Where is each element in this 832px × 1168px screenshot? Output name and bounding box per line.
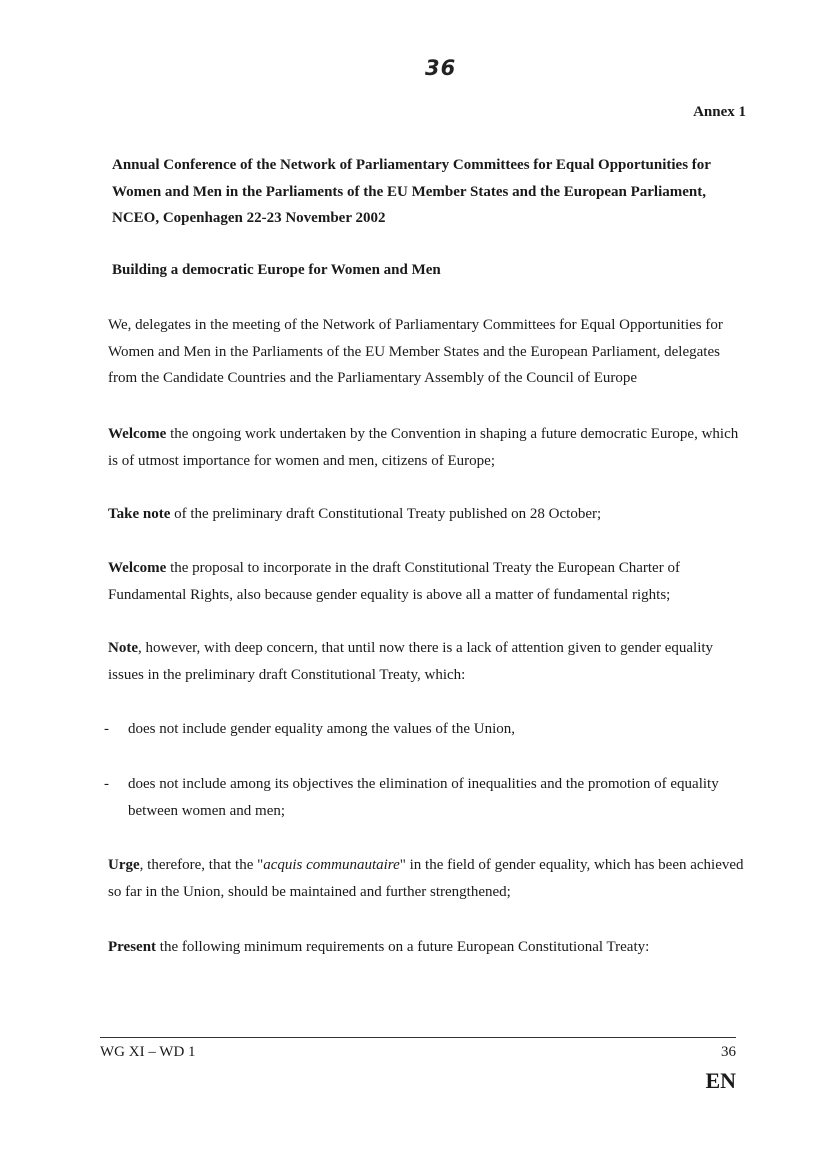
paragraph-note-concern bbox=[108, 635, 748, 688]
paragraph-text: the ongoing work undertaken by the Convention in shaping a future democratic Europe, which is of utmost importance for women and men, citizens of Europe; bbox=[108, 426, 739, 469]
footer-doc-reference: WG XI – WD 1 bbox=[100, 1044, 196, 1060]
footer-divider bbox=[100, 1037, 736, 1038]
bullet-item bbox=[104, 716, 744, 743]
bullet-text: does not include gender equality among the values of the Union, bbox=[128, 721, 515, 737]
bullet-item bbox=[104, 771, 744, 824]
paragraph-take-note bbox=[108, 501, 748, 528]
paragraph-lead: Welcome bbox=[108, 426, 167, 442]
footer-page-number: 36 bbox=[721, 1044, 736, 1060]
paragraph-text: , therefore, that the " bbox=[139, 857, 264, 873]
bullet-dash: - bbox=[104, 721, 109, 737]
paragraph-lead: Take note bbox=[108, 506, 171, 522]
paragraph-text: the following minimum requirements on a future European Constitutional Treaty: bbox=[156, 939, 650, 955]
conference-title: Annual Conference of the Network of Parliamentary Committees for Equal Opportunities for Women and Men in the Parliaments of the EU Member States and the European Parliament, NCEO, Copenhagen 22-23 November 2002 bbox=[112, 157, 711, 226]
paragraph-urge bbox=[108, 852, 748, 905]
paragraph-lead: Welcome bbox=[108, 560, 167, 576]
document-subtitle: Building a democratic Europe for Women and Men bbox=[112, 262, 441, 278]
handwritten-page-number: 36 bbox=[425, 56, 457, 80]
paragraph-lead: Note bbox=[108, 640, 138, 656]
paragraph-lead: Present bbox=[108, 939, 157, 955]
bullet-dash: - bbox=[104, 776, 109, 792]
paragraph-welcome-convention bbox=[108, 421, 748, 474]
annex-label: Annex 1 bbox=[693, 104, 746, 120]
paragraph-text: " in the field of gender equality, which has been achieved so far in the Union, should be maintained and further strengthened; bbox=[108, 857, 744, 900]
language-code: EN bbox=[705, 1068, 736, 1093]
paragraph-text: of the preliminary draft Constitutional Treaty published on 28 October; bbox=[170, 506, 602, 522]
paragraph-text: the proposal to incorporate in the draft Constitutional Treaty the European Charter of Fundamental Rights, also because gender equality is above all a matter of fundamental rights; bbox=[108, 560, 680, 603]
intro-paragraph: We, delegates in the meeting of the Network of Parliamentary Committees for Equal Opportunities for Women and Men in the Parliaments of the EU Member States and the European Parliament, delegates from the Candidate Countries and the Parliamentary Assembly of the Council of Europe bbox=[108, 317, 723, 386]
paragraph-text: , however, with deep concern, that until now there is a lack of attention given to gender equality issues in the preliminary draft Constitutional Treaty, which: bbox=[108, 640, 714, 683]
paragraph-present bbox=[108, 934, 748, 961]
paragraph-welcome-charter bbox=[108, 555, 748, 608]
bullet-text: does not include among its objectives the elimination of inequalities and the promotion of equality between women and men; bbox=[128, 776, 719, 819]
paragraph-lead: Urge bbox=[108, 857, 140, 873]
paragraph-italic-term: acquis communautaire bbox=[263, 857, 400, 873]
